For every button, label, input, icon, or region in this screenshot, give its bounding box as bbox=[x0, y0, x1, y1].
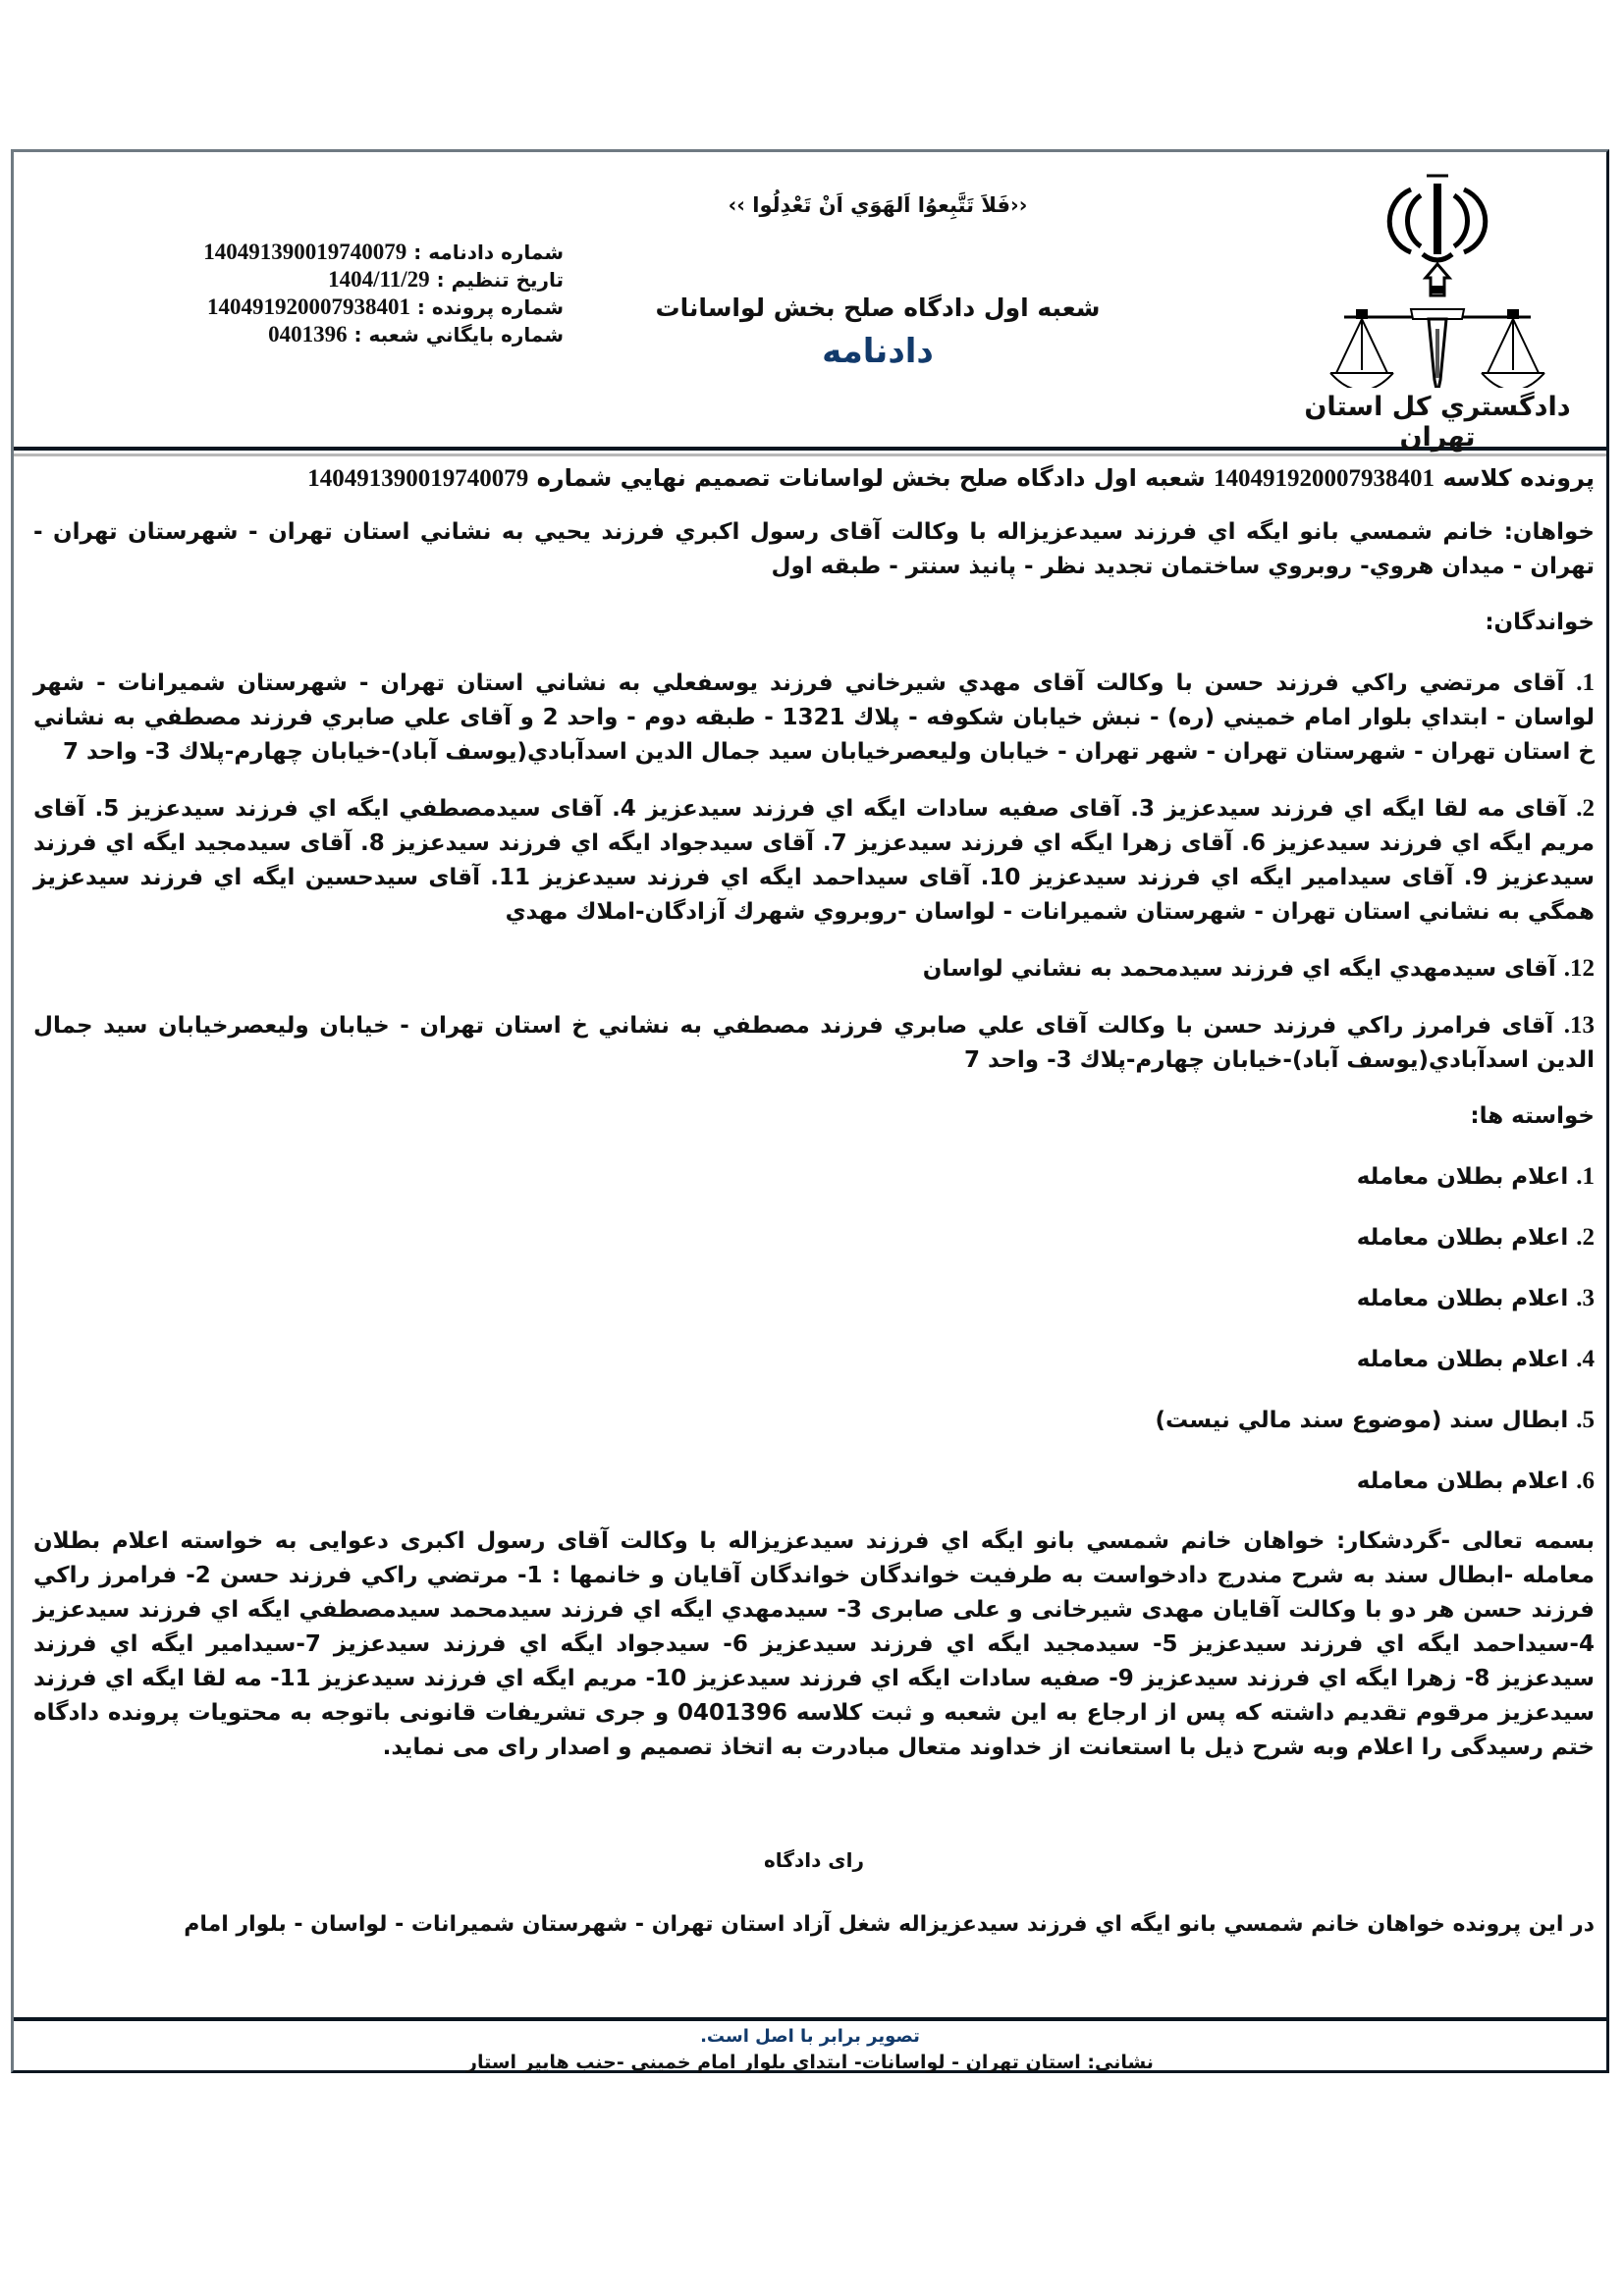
defendant-item bbox=[33, 951, 1595, 987]
item-number: 5. bbox=[1576, 1407, 1595, 1433]
item-text: آقای فرامرز راکي فرزند حسن با وکالت آقای علي صابري فرزند مصطفي به نشاني خ استان تهران - خيابان وليعصرخيابان سيد جمال الدين اسدآبادي(يوسف آباد)-خيابان چهارم-پلاك 3- واحد 7 bbox=[33, 1013, 1595, 1073]
meta-value: 140491920007938401 bbox=[206, 294, 410, 319]
document-title: دادنامه bbox=[822, 332, 934, 371]
meta-label: شماره پرونده : bbox=[416, 295, 564, 319]
request-item bbox=[33, 1464, 1595, 1499]
item-number: 1. bbox=[1576, 669, 1595, 696]
plaintiff: خواهان: خانم شمسي بانو ايگه اي فرزند سيدعزيزاله با وکالت آقای رسول اکبري فرزند يحيي به نشاني استان تهران - شهرستان تهران - تهران - ميدان هروي- روبروي ساختمان تجديد نظر - پانيذ سنتر - طبقه اول bbox=[33, 519, 1595, 579]
item-number: 2. bbox=[1576, 1224, 1595, 1251]
request-item bbox=[33, 1220, 1595, 1255]
document-header bbox=[14, 152, 1606, 451]
verdict-text: در اين پرونده خواهان خانم شمسي بانو ايگه اي فرزند سيدعزيزاله شغل آزاد استان تهران - شهرستان شميرانات - لواسان - بلوار امام bbox=[184, 1912, 1595, 1937]
item-text: اعلام بطلان معامله bbox=[1356, 1347, 1569, 1372]
case-file-number: 140491920007938401 bbox=[1214, 465, 1435, 492]
item-number: 12. bbox=[1563, 955, 1595, 982]
case-line bbox=[33, 461, 1595, 496]
item-text: ابطال سند (موضوع سند مالي نيست) bbox=[1155, 1408, 1569, 1433]
meta-date bbox=[151, 266, 564, 294]
document-footer bbox=[14, 2025, 1606, 2076]
footer-divider bbox=[14, 2017, 1606, 2021]
item-number: 1. bbox=[1576, 1163, 1595, 1190]
header-center bbox=[642, 152, 1113, 371]
meta-label: شماره دادنامه : bbox=[413, 240, 564, 264]
judiciary-logo bbox=[1290, 162, 1585, 453]
meta-value: 1404/11/29 bbox=[328, 267, 430, 292]
court-branch: شعبه اول دادگاه صلح بخش لواسانات bbox=[655, 294, 1101, 322]
request-item bbox=[33, 1403, 1595, 1438]
case-middle: شعبه اول دادگاه صلح بخش لواسانات تصميم نهايي شماره bbox=[536, 464, 1206, 492]
defendant-item bbox=[33, 791, 1595, 930]
meta-value: 0401396 bbox=[268, 322, 348, 347]
item-number: 13. bbox=[1563, 1012, 1595, 1039]
item-text: اعلام بطلان معامله bbox=[1356, 1286, 1569, 1311]
court-address: نشاني: استان تهران - لواسانات- ابتداي بلوار امام خميني -جنب هايپر استار bbox=[466, 2052, 1154, 2073]
meta-value: 140491390019740079 bbox=[203, 240, 407, 264]
header-divider bbox=[14, 454, 1606, 456]
item-text: آقای مه لقا ايگه اي فرزند سيدعزيز 3. آقای صفيه سادات ايگه اي فرزند سيدعزيز 4. آقای سيدمصطفي ايگه اي فرزند سيدعزيز 5. آقای مريم ايگه اي فرزند سيدعزيز 6. آقای زهرا ايگه اي فرزند سيدعزيز 7. آقای سيدجواد ايگه اي فرزند سيدعزيز 8. آقای سيدمجيد ايگه اي فرزند سيدعزيز 9. آقای سيدامير ايگه اي فرزند سيدعزيز 10. آقای سيداحمد ايگه اي فرزند سيدعزيز 11. آقای سيدحسين ايگه اي فرزند سيدعزيز همگي به نشاني استان تهران - شهرستان شميرانات - لواسان -روبروي شهرك آزادگان-املاك مهدي bbox=[33, 796, 1595, 925]
iran-emblem-icon bbox=[1325, 162, 1550, 388]
meta-archive-number bbox=[151, 321, 564, 348]
case-decision-number: 140491390019740079 bbox=[307, 465, 529, 492]
request-item bbox=[33, 1281, 1595, 1316]
item-number: 3. bbox=[1576, 1285, 1595, 1311]
defendant-item bbox=[33, 1008, 1595, 1078]
defendants-label: خواندگان: bbox=[1485, 610, 1595, 635]
item-number: 6. bbox=[1576, 1468, 1595, 1494]
quran-verse: ‹‹فَلاَ تَتَّبِعوُا اَلهَوَي اَنْ تَعْدِلُوا ›› bbox=[728, 193, 1028, 217]
item-text: اعلام بطلان معامله bbox=[1356, 1164, 1569, 1190]
certification-note: تصوير برابر با اصل است. bbox=[700, 2026, 920, 2047]
meta-verdict-number bbox=[151, 239, 564, 266]
document-body bbox=[33, 461, 1595, 1963]
item-text: اعلام بطلان معامله bbox=[1356, 1468, 1569, 1494]
request-item bbox=[33, 1342, 1595, 1377]
meta-label: شماره بايگاني شعبه : bbox=[353, 323, 564, 347]
item-number: 2. bbox=[1576, 795, 1595, 822]
case-prefix: پرونده کلاسه bbox=[1442, 464, 1595, 492]
meta-label: تاريخ تنظيم : bbox=[436, 268, 564, 292]
item-text: آقای سيدمهدي ايگه اي فرزند سيدمحمد به نشاني لواسان bbox=[922, 956, 1556, 982]
requests-label: خواسته ها: bbox=[1470, 1103, 1595, 1129]
proceedings-report: بسمه تعالی -گردشکار: خواهان خانم شمسي بانو ايگه اي فرزند سيدعزيزاله با وکالت آقای رسول اکبری دعوایی به خواسته اعلام بطلان معامله -ابطال سند به شرح مندرج دادخواست به طرفيت خواندگان خواندگان آقايان و خانمها : 1- مرتضي راکي فرزند حسن 2- فرامرز راکي فرزند حسن هر دو با وکالت آقایان مهدی شيرخانی و علی صابری 3- سيدمهدي ايگه اي فرزند سيدمحمد سيدمصطفي ايگه اي فرزند سيدعزيز 4-سيداحمد ايگه اي فرزند سيدعزيز 5- سيدمجيد ايگه اي فرزند سيدعزيز 6- سيدجواد ايگه اي فرزند سيدعزيز 7-سيدامير ايگه اي فرزند سيدعزيز 8- زهرا ايگه اي فرزند سيدعزيز 9- صفيه سادات ايگه اي فرزند سيدعزيز 10- مريم ايگه اي فرزند سيدعزيز 11- مه لقا ايگه اي فرزند سيدعزيز مرقوم تقديم داشته که پس از ارجاع به اين شعبه و ثبت کلاسه 0401396 و جری تشريفات قانونی باتوجه به محتويات پرونده دادگاه ختم رسيدگی را اعلام وبه شرح ذيل با استعانت از خداوند متعال مبادرت به اتخاذ تصميم و اصدار رای می نمايد. bbox=[33, 1528, 1596, 1760]
defendant-item bbox=[33, 666, 1595, 770]
logo-caption: دادگستري کل استان تهران bbox=[1304, 392, 1571, 453]
verdict-title: رای دادگاه bbox=[764, 1848, 864, 1872]
item-number: 4. bbox=[1576, 1346, 1595, 1372]
item-text: اعلام بطلان معامله bbox=[1356, 1225, 1569, 1251]
meta-file-number bbox=[151, 294, 564, 321]
item-text: آقای مرتضي راکي فرزند حسن با وکالت آقای مهدي شيرخاني فرزند يوسفعلي به نشاني استان تهران - شهرستان شميرانات - شهر لواسان - ابتداي بلوار امام خميني (ره) - نبش خيابان شکوفه - پلاك 1321 - طبقه دوم - واحد 2 و آقای علي صابري فرزند مصطفي به نشاني خ استان تهران - شهرستان تهران - شهر تهران - خيابان وليعصرخيابان سيد جمال الدين اسدآبادي(يوسف آباد)-خيابان چهارم-پلاك 3- واحد 7 bbox=[33, 670, 1595, 765]
request-item bbox=[33, 1159, 1595, 1195]
document-meta bbox=[151, 239, 564, 348]
